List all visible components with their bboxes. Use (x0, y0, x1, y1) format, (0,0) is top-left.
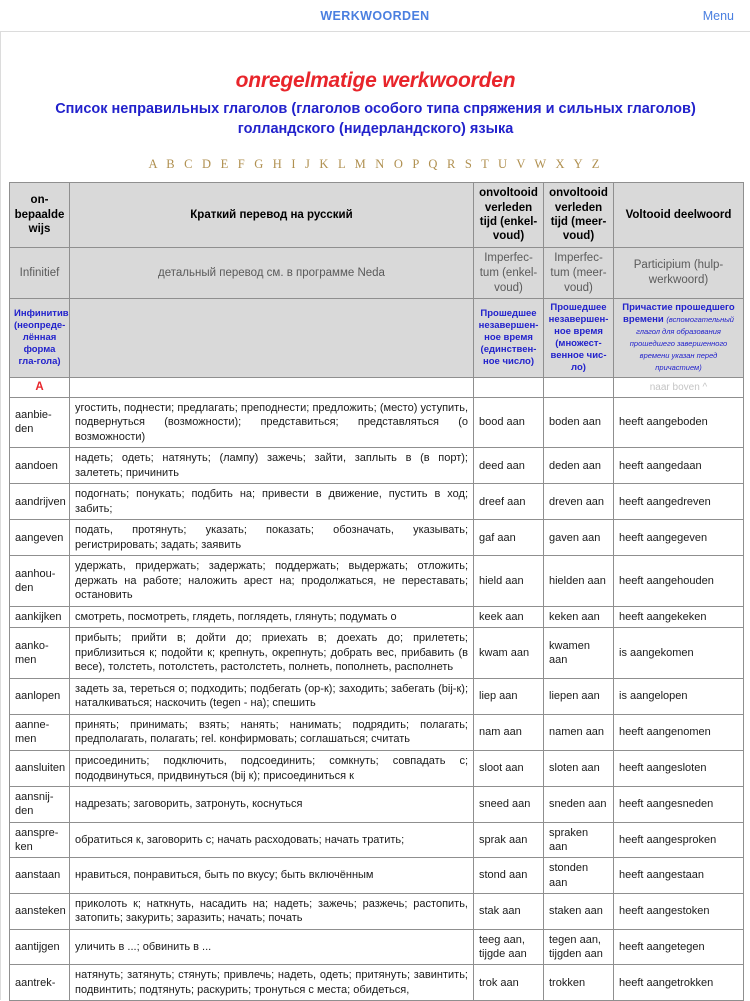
cell-ovt-plural: kwamen aan (544, 628, 614, 679)
table-row (10, 606, 744, 628)
cell-ovt-singular: keek aan (474, 606, 544, 628)
cell-ovt-singular: sloot aan (474, 751, 544, 787)
cell-ovt-plural: staken aan (544, 893, 614, 929)
header-cell-ovt-singular-nl: onvoltooid verleden tijd (enkel-voud) (474, 183, 544, 248)
cell-ovt-singular: sneed aan (474, 787, 544, 823)
cell-participle: heeft aangesproken (614, 822, 744, 858)
table-row (10, 484, 744, 520)
cell-ovt-plural: sneden aan (544, 787, 614, 823)
page-subtitle-line2: голландского (нидерландского) языка (237, 120, 514, 137)
alphabet-index-nav[interactable]: A B C D E F G H I J K L M N O P Q R S T U V W X Y Z (148, 157, 603, 172)
cell-translation: угостить, поднести; предлагать; преподнести; предложить; (место) уступить, подвернуться (возможности); представиться; представляться (о возможности) (70, 397, 474, 448)
cell-infinitive: aangeven (10, 520, 70, 556)
cell-infinitive: aantijgen (10, 929, 70, 965)
participle-ru-label: Причастие прошедшего времени (622, 302, 735, 326)
cell-ovt-singular: stond aan (474, 858, 544, 894)
cell-ovt-singular: stak aan (474, 893, 544, 929)
table-row (10, 397, 744, 448)
cell-ovt-singular: teeg aan, tijgde aan (474, 929, 544, 965)
cell-translation: удержать, придержать; задержать; поддержать; выдержать; отложить; держать на работе; наложить арест на; продолжаться, не переставать; остановить (70, 556, 474, 607)
site-title-link[interactable]: WERKWOORDEN (320, 8, 430, 23)
cell-translation: обратиться к, заговорить с; начать расходовать; начать тратить; (70, 822, 474, 858)
cell-translation: надрезать; заговорить, затронуть, коснуться (70, 787, 474, 823)
letter-row-spacer-1 (70, 377, 474, 397)
cell-ovt-singular: kwam aan (474, 628, 544, 679)
cell-ovt-plural: spraken aan (544, 822, 614, 858)
cell-infinitive: aanko-men (10, 628, 70, 679)
top-navigation-bar (0, 0, 750, 31)
cell-translation: надеть; одеть; натянуть; (лампу) зажечь; зайти, заплыть в (в порт); залететь; причинить (70, 448, 474, 484)
header-cell-translation-ru: Краткий перевод на русский (70, 183, 474, 248)
cell-infinitive: aantrek- (10, 965, 70, 1001)
cell-infinitive: aankijken (10, 606, 70, 628)
cell-ovt-singular: hield aan (474, 556, 544, 607)
cell-translation: присоединить; подключить, подсоединить; сомкнуть; совпадать с; пододвинуться, придвинуться (bij к); присоединиться к (70, 751, 474, 787)
cell-infinitive: aanhou-den (10, 556, 70, 607)
irregular-verbs-table (9, 182, 744, 1001)
verbs-table-body (10, 183, 744, 1001)
cell-participle: heeft aangedreven (614, 484, 744, 520)
cell-participle: heeft aangegeven (614, 520, 744, 556)
letter-anchor-row-a (10, 377, 744, 397)
cell-participle: heeft aangetrokken (614, 965, 744, 1001)
cell-translation: приколоть к; наткнуть, насадить на; надеть; зажечь; разжечь; растопить, затопить; закурить; заразить; начать; почать (70, 893, 474, 929)
cell-ovt-plural: sloten aan (544, 751, 614, 787)
cell-participle: heeft aangedaan (614, 448, 744, 484)
cell-ovt-plural: keken aan (544, 606, 614, 628)
cell-ovt-plural: boden aan (544, 397, 614, 448)
table-row (10, 858, 744, 894)
table-header-row-secondary (10, 247, 744, 299)
header-cell-empty-ru (70, 299, 474, 377)
header-cell-infinitive-nl: on-bepaalde wijs (10, 183, 70, 248)
cell-ovt-singular: nam aan (474, 714, 544, 750)
cell-ovt-plural: liepen aan (544, 678, 614, 714)
cell-ovt-plural: namen aan (544, 714, 614, 750)
page-content-frame (0, 31, 750, 1000)
cell-infinitive: aanspre-ken (10, 822, 70, 858)
header-cell-participle-nl: Voltooid deelwoord (614, 183, 744, 248)
cell-ovt-singular: sprak aan (474, 822, 544, 858)
cell-infinitive: aanlopen (10, 678, 70, 714)
cell-translation: принять; принимать; взять; нанять; нанимать; подрядить; полагать; предполагать, полагать; rel. конфирмовать; соглашаться; считать (70, 714, 474, 750)
cell-infinitive: aansteken (10, 893, 70, 929)
table-row (10, 448, 744, 484)
cell-ovt-plural: trokken (544, 965, 614, 1001)
header-cell-imperfectum-singular: Imperfec-tum (enkel-voud) (474, 247, 544, 299)
table-row (10, 520, 744, 556)
cell-participle: heeft aangestaan (614, 858, 744, 894)
table-row (10, 893, 744, 929)
header-cell-detailed-note: детальный перевод см. в программе Neda (70, 247, 474, 299)
cell-translation: подать, протянуть; указать; показать; обозначать, указывать; регистрировать; задать; заявить (70, 520, 474, 556)
cell-participle: heeft aangehouden (614, 556, 744, 607)
header-cell-infinitief-latin: Infinitief (10, 247, 70, 299)
cell-participle: is aangekomen (614, 628, 744, 679)
cell-translation: нравиться, понравиться, быть по вкусу; быть включённым (70, 858, 474, 894)
letter-anchor-a: A (10, 377, 70, 397)
cell-participle: heeft aangesloten (614, 751, 744, 787)
cell-infinitive: aanbie-den (10, 397, 70, 448)
cell-infinitive: aandrijven (10, 484, 70, 520)
header-cell-past-plural-ru: Прошедшее незавершен-ное время (множест-венное чис-ло) (544, 299, 614, 377)
cell-infinitive: aanne-men (10, 714, 70, 750)
table-header-row-russian (10, 299, 744, 377)
table-row (10, 678, 744, 714)
participle-ru-note: (вспомогательный глагол для образования прошедшего завершенного времени указан перед причастием) (629, 315, 734, 372)
table-row (10, 628, 744, 679)
cell-ovt-plural: hielden aan (544, 556, 614, 607)
table-row (10, 822, 744, 858)
letter-row-spacer-3 (544, 377, 614, 397)
header-cell-infinitiv-ru: Инфинитив (неопреде-лённая форма гла-гола) (10, 299, 70, 377)
cell-ovt-singular: liep aan (474, 678, 544, 714)
table-header-row-primary (10, 183, 744, 248)
cell-ovt-plural: gaven aan (544, 520, 614, 556)
cell-translation: уличить в ...; обвинить в ... (70, 929, 474, 965)
cell-translation: смотреть, посмотреть, глядеть, поглядеть, глянуть; подумать о (70, 606, 474, 628)
cell-participle: heeft aangenomen (614, 714, 744, 750)
cell-ovt-plural: tegen aan, tijgden aan (544, 929, 614, 965)
cell-participle: heeft aangestoken (614, 893, 744, 929)
cell-ovt-singular: gaf aan (474, 520, 544, 556)
letter-row-spacer-2 (474, 377, 544, 397)
cell-ovt-plural: dreven aan (544, 484, 614, 520)
menu-button[interactable]: Menu (702, 8, 734, 23)
table-row (10, 787, 744, 823)
cell-infinitive: aansluiten (10, 751, 70, 787)
cell-participle: heeft aangesneden (614, 787, 744, 823)
cell-translation: прибыть; прийти в; дойти до; приехать в; доехать до; прилететь; приблизиться к; подойти к; крепнуть, окрепнуть; добрать вес, прибавить (в весе), толстеть, потолстеть, растолстеть, полнеть, пополнеть, располнеть (70, 628, 474, 679)
naar-boven-link[interactable]: naar boven ^ (614, 377, 744, 397)
header-cell-ovt-plural-nl: onvoltooid verleden tijd (meer-voud) (544, 183, 614, 248)
cell-translation: задеть за, тереться о; подходить; подбегать (ор-к); заходить; забегать (bij-к); наталкиваться; наскочить (tegen - на); спешить (70, 678, 474, 714)
cell-ovt-singular: trok aan (474, 965, 544, 1001)
cell-ovt-plural: deden aan (544, 448, 614, 484)
header-cell-participle-ru (614, 299, 744, 377)
page-subtitle-line1: Список неправильных глаголов (глаголов особого типа спряжения и сильных глаголов) (55, 101, 696, 117)
cell-translation: подогнать; понукать; подбить на; привести в движение, пустить в ход; забить; (70, 484, 474, 520)
cell-ovt-plural: stonden aan (544, 858, 614, 894)
cell-participle: heeft aangekeken (614, 606, 744, 628)
cell-infinitive: aansnij-den (10, 787, 70, 823)
header-cell-past-singular-ru: Прошедшее незавершен-ное время (единствен-ное число) (474, 299, 544, 377)
cell-infinitive: aanstaan (10, 858, 70, 894)
cell-ovt-singular: bood aan (474, 397, 544, 448)
table-row (10, 556, 744, 607)
cell-infinitive: aandoen (10, 448, 70, 484)
cell-participle: heeft aangetegen (614, 929, 744, 965)
cell-ovt-singular: deed aan (474, 448, 544, 484)
page-title-dutch: onregelmatige werkwoorden (235, 69, 516, 92)
header-cell-participium: Participium (hulp-werkwoord) (614, 247, 744, 299)
header-cell-imperfectum-plural: Imperfec-tum (meer-voud) (544, 247, 614, 299)
cell-participle: is aangelopen (614, 678, 744, 714)
cell-ovt-singular: dreef aan (474, 484, 544, 520)
table-row (10, 714, 744, 750)
cell-translation: натянуть; затянуть; стянуть; привлечь; надеть, одеть; притянуть; завинтить; подвинтить; подтянуть; раскурить; тронуться с места; обидеться, (70, 965, 474, 1001)
table-row (10, 965, 744, 1001)
table-row (10, 751, 744, 787)
page-subtitle (1, 100, 750, 139)
table-row (10, 929, 744, 965)
cell-participle: heeft aangeboden (614, 397, 744, 448)
